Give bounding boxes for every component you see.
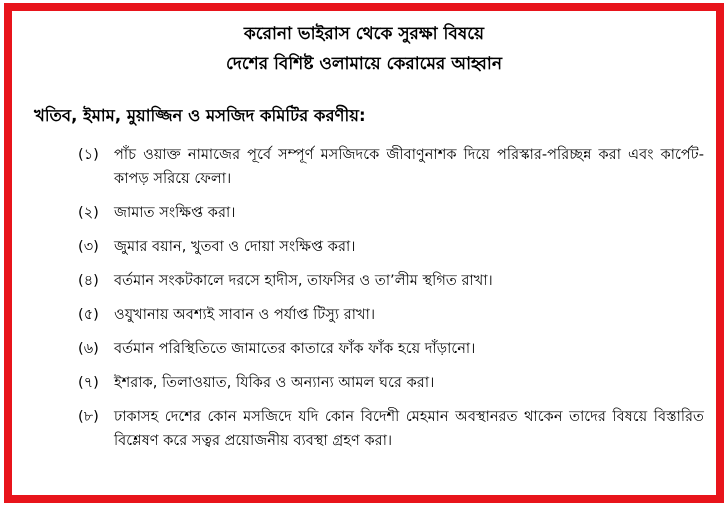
item-text: বর্তমান সংকটকালে দরসে হাদীস, তাফসির ও তা’লীম স্থগিত রাখা। [114, 272, 493, 289]
item-text: পাঁচ ওয়াক্ত নামাজের পূর্বে সম্পূর্ণ মসজিদকে জীবাণুনাশক দিয়ে পরিস্কার-পরিচ্ছন্ন করা এবং কার্পেট-কাপড় সরিয়ে ফেলা। [114, 146, 704, 187]
list-item [78, 201, 704, 225]
notice-frame [4, 3, 724, 503]
list-item [78, 371, 704, 395]
list-item [78, 405, 704, 453]
item-number: (১) [78, 146, 99, 163]
list-item [78, 235, 704, 259]
item-number: (৪) [78, 272, 99, 289]
item-number: (২) [78, 204, 99, 221]
item-text: ঢাকাসহ দেশের কোন মসজিদে যদি কোন বিদেশী মেহমান অবস্থানরত থাকেন তাদের বিষয়ে বিস্তারিত বিশ্লেষণ করে সত্বর প্রয়োজনীয় ব্যবস্থা গ্রহণ করা। [114, 408, 704, 449]
list-item [78, 143, 704, 191]
item-number: (৬) [78, 340, 99, 357]
item-number: (৭) [78, 374, 99, 391]
section-heading: খতিব, ইমাম, মুয়াজ্জিন ও মসজিদ কমিটির করণীয়: [34, 106, 366, 125]
list-item [78, 303, 704, 327]
list-item [78, 269, 704, 293]
item-text: বর্তমান পরিস্থিতিতে জামাতের কাতারে ফাঁক ফাঁক হয়ে দাঁড়ানো। [114, 340, 476, 357]
item-text: জুমার বয়ান, খুতবা ও দোয়া সংক্ষিপ্ত করা। [114, 238, 356, 255]
item-number: (৮) [78, 408, 99, 425]
list-item [78, 337, 704, 361]
duties-list [78, 143, 704, 463]
item-text: ওযুখানায় অবশ্যই সাবান ও পর্যাপ্ত টিস্যু রাখা। [114, 306, 376, 323]
item-number: (৫) [78, 306, 99, 323]
item-number: (৩) [78, 238, 99, 255]
item-text: ইশরাক, তিলাওয়াত, যিকির ও অন্যান্য আমল ঘরে করা। [114, 374, 435, 391]
item-text: জামাত সংক্ষিপ্ত করা। [114, 204, 236, 221]
notice-title-line-1: করোনা ভাইরাস থেকে সুরক্ষা বিষয়ে [243, 24, 485, 44]
notice-title-line-2: দেশের বিশিষ্ট ওলামায়ে কেরামের আহ্বান [226, 54, 502, 74]
